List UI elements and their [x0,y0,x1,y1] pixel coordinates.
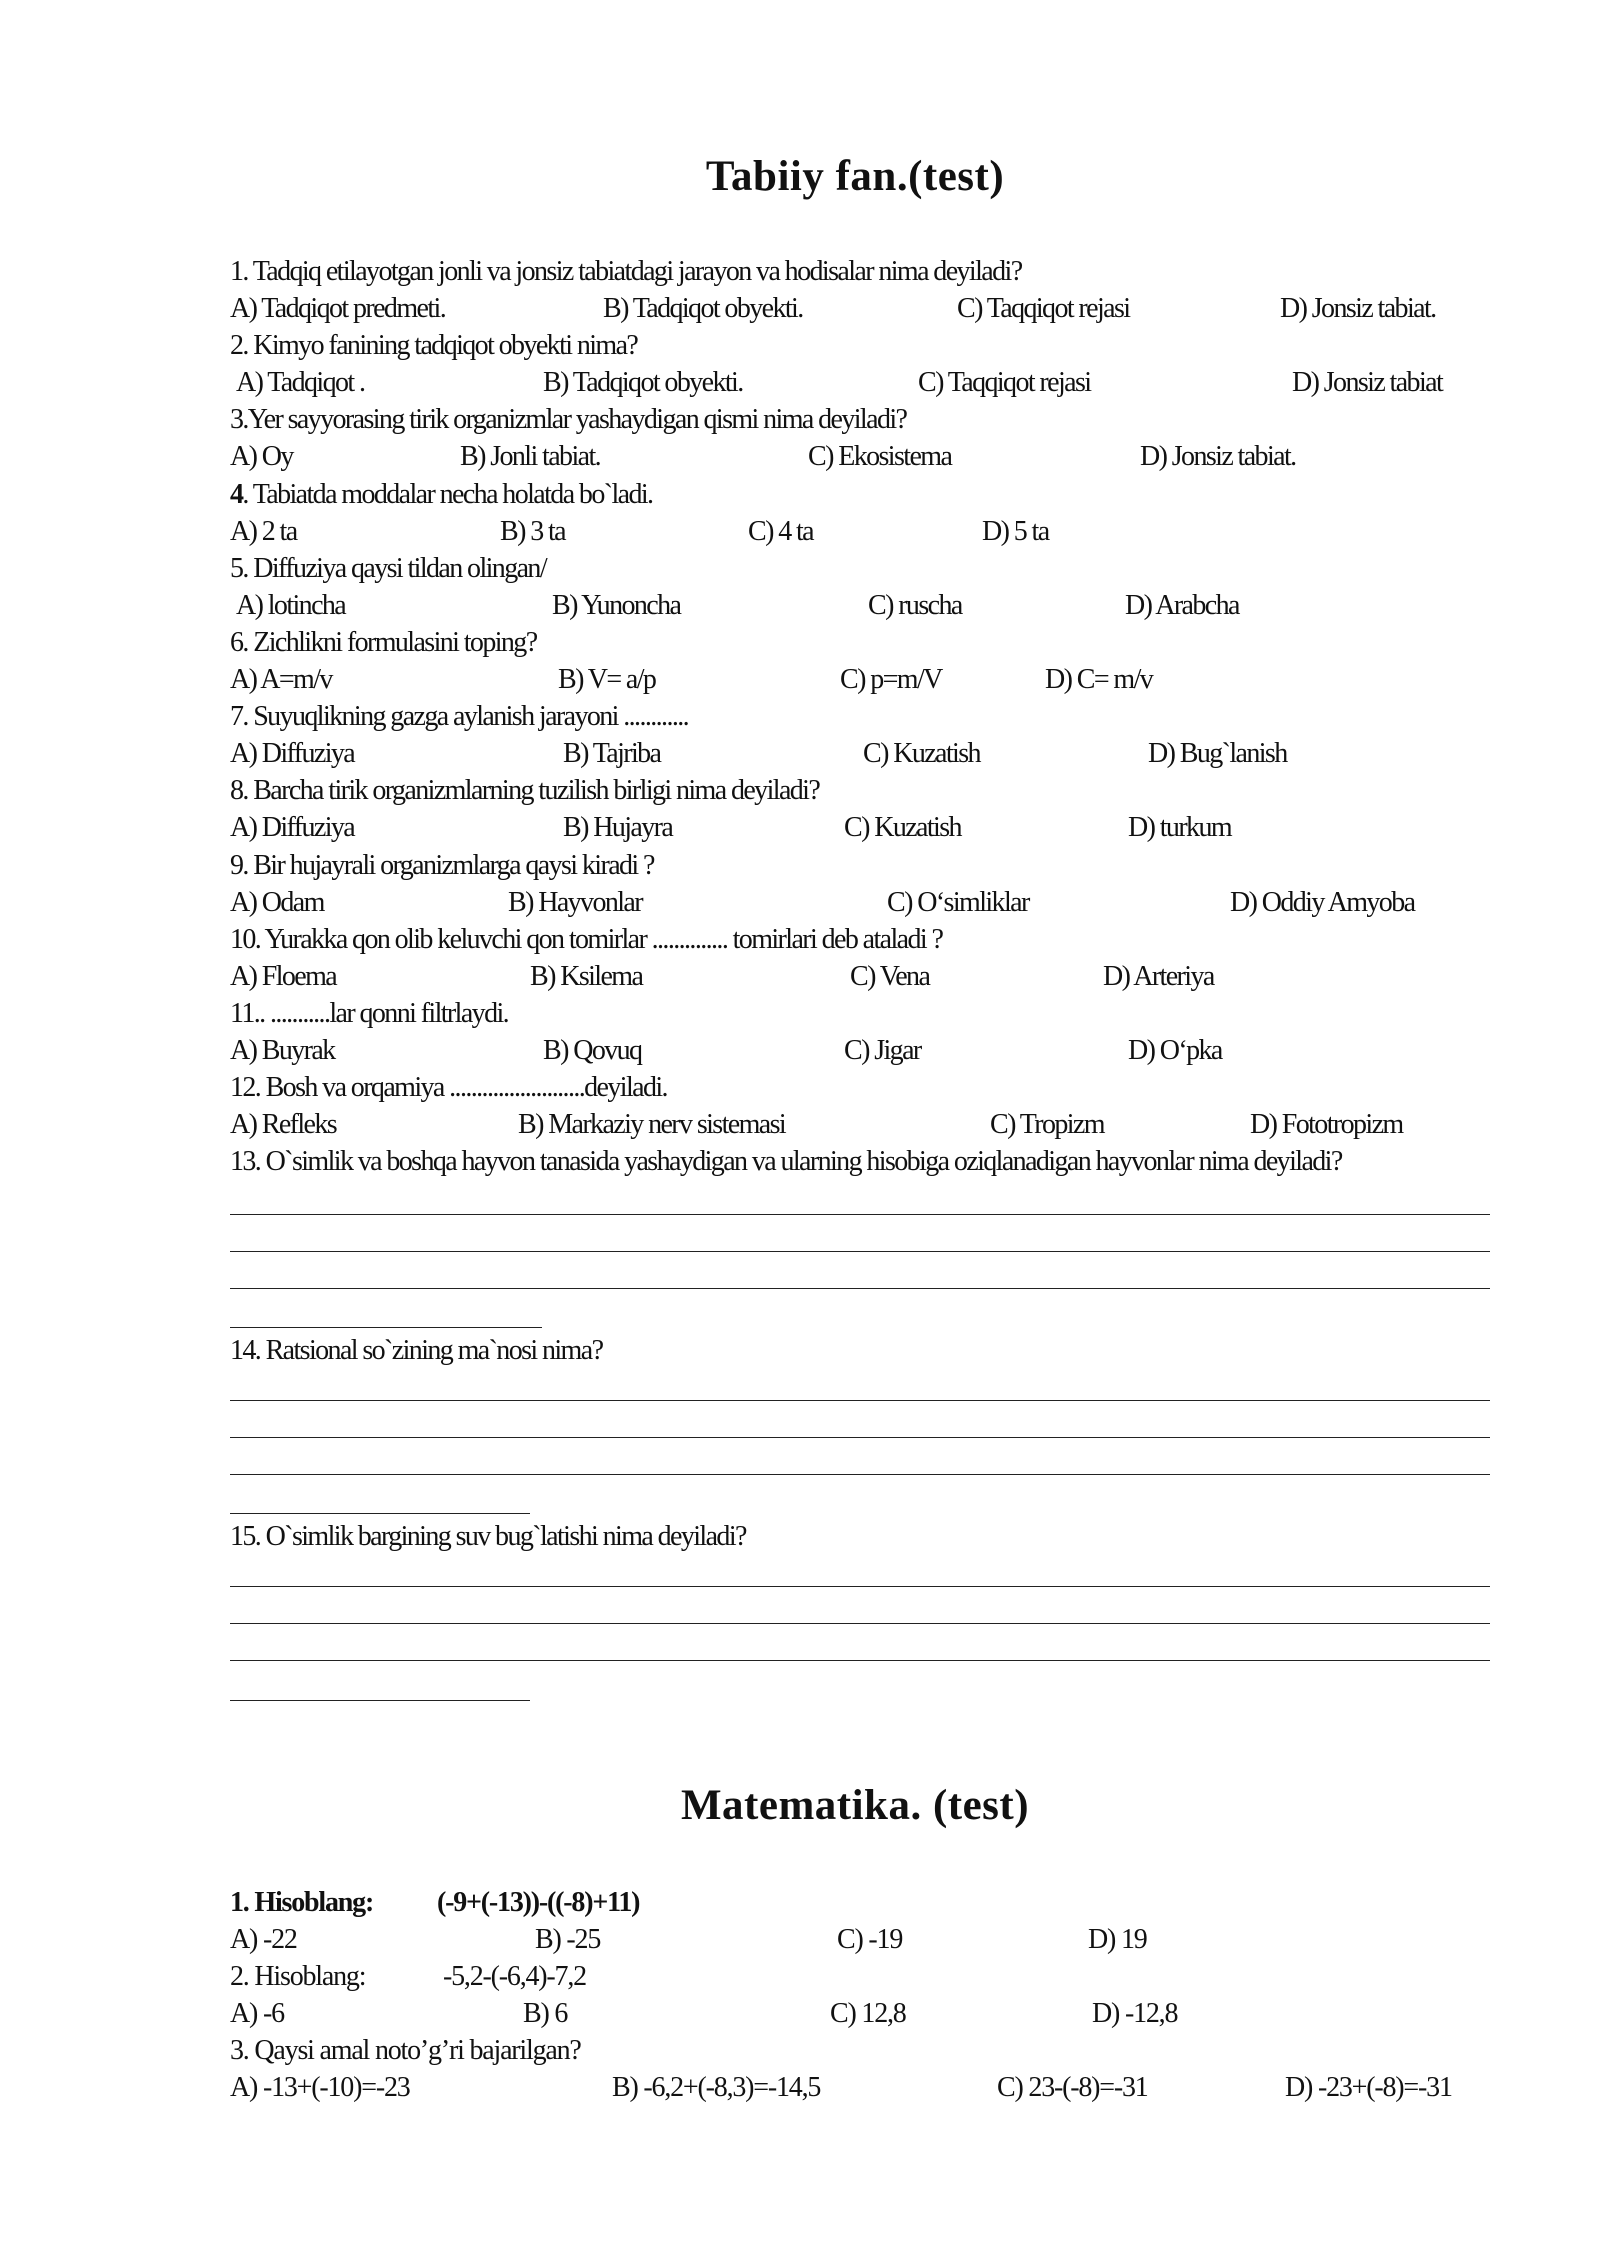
option-c[interactable]: C) ruscha [868,590,962,621]
question-3: 3.Yer sayyorasing tirik organizmlar yashaydigan qismi nima deyiladi? [230,404,907,435]
question-4 [230,478,652,512]
question-12: 12. Bosh va orqamiya .........................deyiladi. [230,1072,667,1103]
question-4-text: . Tabiatda moddalar necha holatda bo`ladi. [242,479,653,510]
option-b[interactable]: B) V= a/p [558,664,656,695]
option-a[interactable]: A) -6 [230,1998,284,2029]
math-question-3-label: 3. Qaysi amal noto’g’ri bajarilgan? [230,2035,581,2066]
question-14: 14. Ratsional so`zining ma`nosi nima? [230,1335,603,1366]
question-1: 1. Tadqiq etilayotgan jonli va jonsiz tabiatdagi jarayon va hodisalar nima deyiladi? [230,256,1022,287]
section-title-matematika: Matematika. (test) [680,1782,1030,1829]
option-b[interactable]: B) Tadqiqot obyekti. [603,293,803,324]
option-c[interactable]: C) Kuzatish [844,812,961,843]
option-c[interactable]: C) Ekosistema [808,441,952,472]
answer-line[interactable] [230,1400,1490,1401]
answer-line[interactable] [230,1700,530,1701]
option-c[interactable]: C) O‘simliklar [887,887,1029,918]
option-a[interactable]: A) Diffuziya [230,812,355,843]
option-b[interactable]: B) Yunoncha [552,590,681,621]
question-8: 8. Barcha tirik organizmlarning tuzilish birligi nima deyiladi? [230,775,820,806]
option-d[interactable]: D) O‘pka [1128,1035,1222,1066]
option-b[interactable]: B) Hujayra [563,812,673,843]
option-b[interactable]: B) 6 [523,1998,568,2029]
option-d[interactable]: D) Arteriya [1103,961,1214,992]
option-b[interactable]: B) Ksilema [530,961,643,992]
option-c[interactable]: C) Jigar [844,1035,921,1066]
option-b[interactable]: B) Markaziy nerv sistemasi [518,1109,786,1140]
answer-line[interactable] [230,1288,1490,1289]
option-a[interactable]: A) -22 [230,1924,297,1955]
question-13: 13. O`simlik va boshqa hayvon tanasida yashaydigan va ularning hisobiga oziqlanadigan hayvonlar nima deyiladi? [230,1146,1342,1177]
option-c[interactable]: C) Tropizm [990,1109,1104,1140]
option-a[interactable]: A) Diffuziya [230,738,355,769]
option-a[interactable]: A) Tadqiqot predmeti. [230,293,446,324]
option-a[interactable]: A) Oy [230,441,293,472]
math-question-1-label: 1. Hisoblang: [230,1887,374,1918]
math-question-1-expression: (-9+(-13))-((-8)+11) [437,1887,640,1918]
answer-line[interactable] [230,1660,1490,1661]
option-c[interactable]: C) Taqqiqot rejasi [918,367,1091,398]
option-b[interactable]: B) Hayvonlar [508,887,642,918]
option-a[interactable]: A) Buyrak [230,1035,335,1066]
option-a[interactable]: A) -13+(-10)=-23 [230,2072,410,2103]
math-question-2-expression: -5,2-(-6,4)-7,2 [443,1961,586,1992]
option-a[interactable]: A) Tadqiqot . [236,367,365,398]
option-c[interactable]: C) 12,8 [830,1998,906,2029]
question-11: 11.. ...........lar qonni filtrlaydi. [230,998,509,1029]
option-a[interactable]: A) Refleks [230,1109,337,1140]
question-2: 2. Kimyo fanining tadqiqot obyekti nima? [230,330,638,361]
option-d[interactable]: D) Bug`lanish [1148,738,1287,769]
question-9: 9. Bir hujayrali organizmlarga qaysi kiradi ? [230,850,654,881]
answer-line[interactable] [230,1586,1490,1587]
option-c[interactable]: C) 23-(-8)=-31 [997,2072,1148,2103]
option-d[interactable]: D) -12,8 [1092,1998,1178,2029]
answer-line[interactable] [230,1327,542,1328]
option-d[interactable]: D) Fototropizm [1250,1109,1403,1140]
option-d[interactable]: D) Jonsiz tabiat [1292,367,1443,398]
answer-line[interactable] [230,1437,1490,1438]
option-b[interactable]: B) -6,2+(-8,3)=-14,5 [612,2072,821,2103]
option-b[interactable]: B) Jonli tabiat. [460,441,601,472]
option-a[interactable]: A) A=m/v [230,664,332,695]
option-a[interactable]: A) Floema [230,961,337,992]
option-a[interactable]: A) Odam [230,887,324,918]
question-7: 7. Suyuqlikning gazga aylanish jarayoni ............ [230,701,689,732]
option-c[interactable]: C) Vena [850,961,930,992]
option-d[interactable]: D) -23+(-8)=-31 [1285,2072,1452,2103]
option-c[interactable]: C) -19 [837,1924,903,1955]
option-d[interactable]: D) C= m/v [1045,664,1153,695]
answer-line[interactable] [230,1513,530,1514]
option-b[interactable]: B) Tajriba [563,738,661,769]
option-c[interactable]: C) 4 ta [748,516,814,547]
option-b[interactable]: B) -25 [535,1924,601,1955]
option-a[interactable]: A) lotincha [236,590,346,621]
option-b[interactable]: B) Qovuq [543,1035,642,1066]
option-d[interactable]: D) Jonsiz tabiat. [1140,441,1296,472]
option-d[interactable]: D) 5 ta [982,516,1049,547]
option-c[interactable]: C) Taqqiqot rejasi [957,293,1130,324]
option-d[interactable]: D) 19 [1088,1924,1147,1955]
option-c[interactable]: C) Kuzatish [863,738,980,769]
answer-line[interactable] [230,1251,1490,1252]
question-10: 10. Yurakka qon olib keluvchi qon tomirlar .............. tomirlari deb ataladi ? [230,924,943,955]
option-d[interactable]: D) turkum [1128,812,1232,843]
question-6: 6. Zichlikni formulasini toping? [230,627,537,658]
section-title-tabiiy-fan: Tabiiy fan.(test) [705,153,1005,200]
question-5: 5. Diffuziya qaysi tildan olingan/ [230,553,547,584]
option-c[interactable]: C) p=m/V [840,664,942,695]
answer-line[interactable] [230,1623,1490,1624]
question-4-number: 4 [230,479,243,510]
math-question-2-label: 2. Hisoblang: [230,1961,366,1992]
option-b[interactable]: B) 3 ta [500,516,566,547]
option-d[interactable]: D) Arabcha [1125,590,1239,621]
option-a[interactable]: A) 2 ta [230,516,297,547]
answer-line[interactable] [230,1474,1490,1475]
option-d[interactable]: D) Jonsiz tabiat. [1280,293,1436,324]
option-b[interactable]: B) Tadqiqot obyekti. [543,367,743,398]
option-d[interactable]: D) Oddiy Amyoba [1230,887,1415,918]
answer-line[interactable] [230,1214,1490,1215]
question-15: 15. O`simlik bargining suv bug`latishi nima deyiladi? [230,1521,746,1552]
